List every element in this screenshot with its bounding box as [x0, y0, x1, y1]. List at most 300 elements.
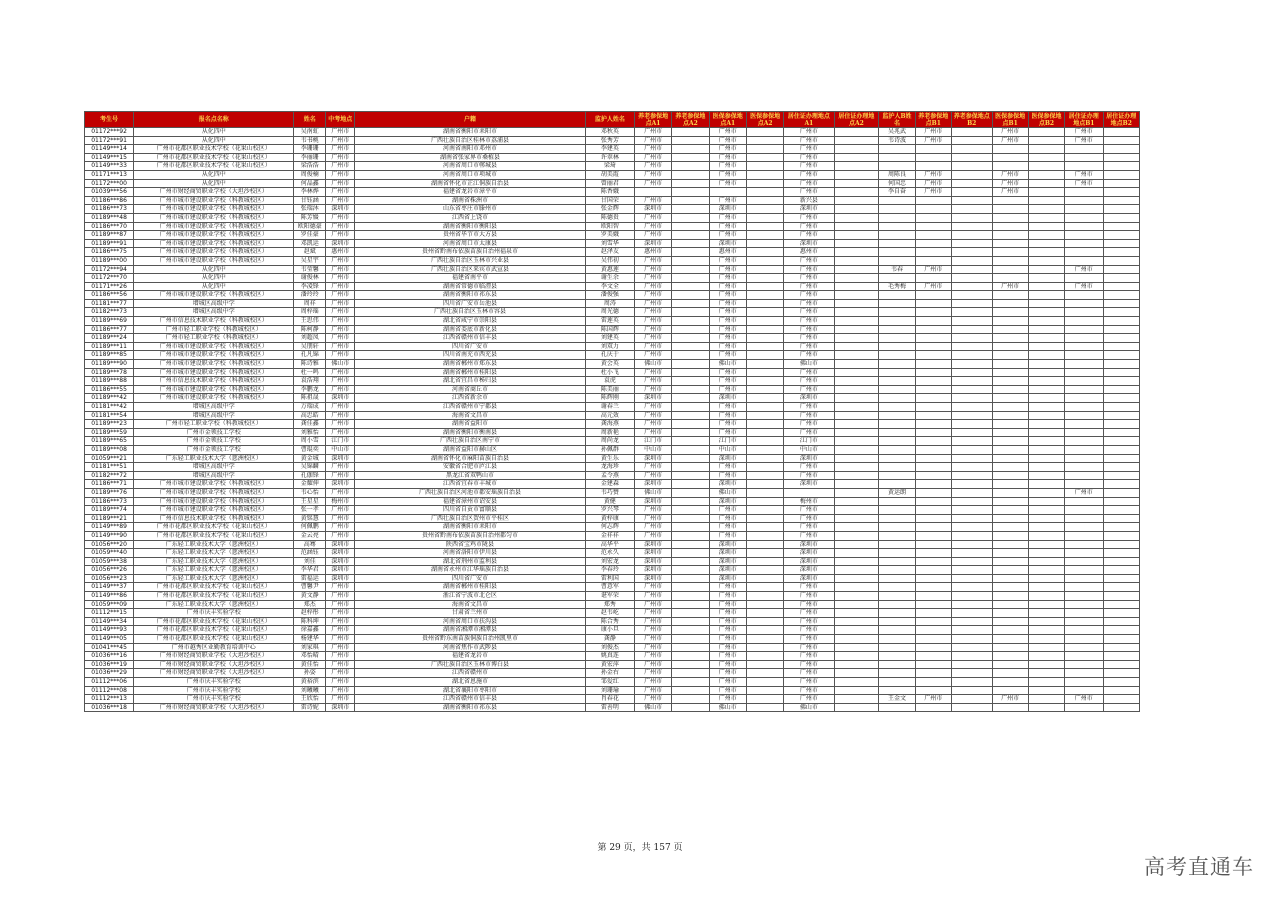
table-cell [992, 549, 1028, 558]
table-cell [672, 471, 709, 480]
table-cell [915, 274, 951, 283]
table-cell [1028, 531, 1064, 540]
table-cell: 广州市 [784, 274, 834, 283]
table-cell [1028, 635, 1064, 644]
table-cell [1103, 248, 1139, 257]
table-cell: 广州市轻工职业学校（科教城校区） [134, 420, 294, 429]
table-row [85, 213, 1140, 222]
table-cell: 广州市 [634, 652, 671, 661]
table-cell: 刘建英 [585, 334, 634, 343]
table-cell: 深圳市 [634, 205, 671, 214]
table-cell: 周尚龙 [585, 437, 634, 446]
table-cell [879, 368, 915, 377]
table-cell [1065, 609, 1103, 618]
table-cell: 李华君 [294, 566, 326, 575]
table-cell: 四川省广安市岳池县 [355, 299, 586, 308]
table-cell [951, 635, 992, 644]
table-cell [746, 403, 783, 412]
table-cell [879, 213, 915, 222]
table-cell [879, 231, 915, 240]
table-cell [1065, 420, 1103, 429]
table-cell: 广州市 [326, 506, 355, 515]
table-cell: 01189***74 [85, 506, 134, 515]
table-cell: 广州市 [709, 377, 746, 386]
table-cell: 广州市 [634, 463, 671, 472]
table-cell: 周梓瑶 [294, 308, 326, 317]
table-cell: 广西壮族自治区玉林市容县 [355, 308, 586, 317]
table-cell [992, 617, 1028, 626]
table-cell [672, 686, 709, 695]
table-cell [1103, 471, 1139, 480]
table-cell: 湖南省郴州市桂阳县 [355, 583, 586, 592]
table-cell: 周光德 [585, 308, 634, 317]
table-cell: 广州市 [326, 317, 355, 326]
table-cell: 01112***08 [85, 686, 134, 695]
table-cell [784, 488, 834, 497]
table-cell [1028, 205, 1064, 214]
table-cell [992, 445, 1028, 454]
table-cell [746, 128, 783, 137]
table-cell [1028, 463, 1064, 472]
table-cell [879, 334, 915, 343]
table-cell [672, 635, 709, 644]
table-row [85, 540, 1140, 549]
table-cell [951, 566, 992, 575]
table-cell: 广州市 [634, 145, 671, 154]
table-cell: 陈合秀 [585, 617, 634, 626]
table-cell [1103, 514, 1139, 523]
table-cell [1028, 497, 1064, 506]
table-cell: 四川省广安市 [355, 342, 586, 351]
table-cell [672, 480, 709, 489]
table-cell: 李珊珊 [294, 145, 326, 154]
table-cell: 广州市城市建设职业学校（科教城校区） [134, 205, 294, 214]
table-cell: 湖南省怀化市麻阳苗族自治县 [355, 454, 586, 463]
table-cell: 湖南省永州市江华瑶族自治县 [355, 566, 586, 575]
table-cell: 广州市 [634, 377, 671, 386]
table-cell [834, 600, 879, 609]
table-cell [746, 196, 783, 205]
table-cell [746, 282, 783, 291]
table-cell: 01149***34 [85, 617, 134, 626]
table-cell [915, 583, 951, 592]
table-cell [746, 583, 783, 592]
table-cell: 广州市 [634, 128, 671, 137]
table-cell [1103, 179, 1139, 188]
table-cell [1103, 488, 1139, 497]
table-cell [834, 506, 879, 515]
table-cell [951, 686, 992, 695]
table-row [85, 652, 1140, 661]
table-cell [1103, 385, 1139, 394]
table-cell: 贵州省毕节市大方县 [355, 231, 586, 240]
table-cell [992, 222, 1028, 231]
table-cell [879, 385, 915, 394]
table-row [85, 463, 1140, 472]
table-cell: 广州市 [915, 136, 951, 145]
table-cell [992, 325, 1028, 334]
table-cell: 广州市 [634, 600, 671, 609]
table-cell [746, 428, 783, 437]
table-cell [879, 162, 915, 171]
table-cell: 广州市 [784, 531, 834, 540]
table-row [85, 695, 1140, 704]
table-cell: 广州市 [326, 669, 355, 678]
table-cell [672, 368, 709, 377]
table-cell: 深圳市 [326, 480, 355, 489]
table-cell [672, 549, 709, 558]
table-cell: 陈美丽 [585, 385, 634, 394]
column-header: 姓名 [294, 112, 326, 128]
table-cell: 广州市 [709, 334, 746, 343]
table-cell: 广州市 [784, 299, 834, 308]
table-cell: 四川省自贡市富顺县 [355, 506, 586, 515]
table-cell: 吴朋轩 [294, 342, 326, 351]
table-cell: 广州市城市建设职业学校（科教城校区） [134, 497, 294, 506]
column-header: 居住证办理地点A2 [834, 112, 879, 128]
table-cell: 广州市 [326, 308, 355, 317]
table-cell [951, 626, 992, 635]
table-cell [879, 643, 915, 652]
table-cell: 雷诗妮 [294, 703, 326, 712]
table-cell [951, 222, 992, 231]
table-cell [672, 669, 709, 678]
table-cell [951, 239, 992, 248]
table-cell: 黄健 [585, 497, 634, 506]
table-cell: 广州市 [709, 643, 746, 652]
table-cell: 广州市 [634, 609, 671, 618]
table-cell: 广州市 [634, 403, 671, 412]
table-row [85, 222, 1140, 231]
table-row [85, 617, 1140, 626]
table-cell: 广州市 [326, 291, 355, 300]
table-cell: 湖南省衡阳市耒阳市 [355, 128, 586, 137]
table-cell [951, 256, 992, 265]
table-cell: 江西省赣州市宁都县 [355, 403, 586, 412]
table-row [85, 703, 1140, 712]
table-cell [672, 437, 709, 446]
table-cell [879, 325, 915, 334]
table-cell [992, 703, 1028, 712]
table-cell [672, 420, 709, 429]
table-cell [992, 574, 1028, 583]
table-cell [672, 274, 709, 283]
table-cell: 广州市 [784, 213, 834, 222]
table-cell: 新兴县 [784, 196, 834, 205]
table-cell [1103, 445, 1139, 454]
table-cell: 广州市 [709, 695, 746, 704]
table-cell: 广州市 [634, 428, 671, 437]
table-cell: 广州市 [784, 377, 834, 386]
table-cell: 广州市 [326, 592, 355, 601]
table-row [85, 239, 1140, 248]
table-cell [1103, 592, 1139, 601]
column-header: 居住证办理地点B1 [1065, 112, 1103, 128]
table-cell: 广州市 [709, 299, 746, 308]
table-cell [672, 523, 709, 532]
table-cell [1028, 299, 1064, 308]
table-cell: 韦春 [879, 265, 915, 274]
table-cell [915, 566, 951, 575]
table-cell [992, 454, 1028, 463]
table-cell: 浙江省宁波市北仑区 [355, 592, 586, 601]
table-cell: 广州市城市建设职业学校（科教城校区） [134, 506, 294, 515]
table-cell [879, 686, 915, 695]
table-cell [992, 291, 1028, 300]
table-cell: 深圳市 [709, 497, 746, 506]
table-cell: 陈芳媛 [294, 213, 326, 222]
table-cell: 广州市 [709, 128, 746, 137]
table-cell: 吴星宇 [294, 256, 326, 265]
table-cell: 广西壮族自治区贺州市平桂区 [355, 514, 586, 523]
table-cell: 01039***56 [85, 188, 134, 197]
table-cell [1028, 592, 1064, 601]
table-cell [1028, 523, 1064, 532]
table-cell [992, 635, 1028, 644]
table-cell [1065, 445, 1103, 454]
table-cell: 广州市 [326, 351, 355, 360]
table-cell: 黄宏萍 [585, 660, 634, 669]
table-cell: 金耀伸 [294, 480, 326, 489]
table-row [85, 497, 1140, 506]
table-cell: 深圳市 [784, 574, 834, 583]
table-cell [879, 497, 915, 506]
table-cell: 广西壮族自治区玉林市博白县 [355, 660, 586, 669]
table-cell: 广州市 [709, 592, 746, 601]
table-cell: 广州市信息技术职业学校（科教城校区） [134, 514, 294, 523]
table-cell: 广州市 [326, 626, 355, 635]
table-cell: 湖北省宜昌市秭归县 [355, 377, 586, 386]
table-cell: 01181***77 [85, 299, 134, 308]
table-cell [951, 643, 992, 652]
table-cell: 广州市 [709, 274, 746, 283]
table-cell: 潘俊强 [585, 291, 634, 300]
table-cell [879, 471, 915, 480]
table-cell: 广州市 [634, 265, 671, 274]
table-cell [1028, 325, 1064, 334]
table-cell: 河南省周口市扶沟县 [355, 617, 586, 626]
table-cell [951, 445, 992, 454]
table-row [85, 686, 1140, 695]
table-row [85, 566, 1140, 575]
table-cell: 01036***29 [85, 669, 134, 678]
table-cell [1065, 652, 1103, 661]
table-cell [992, 145, 1028, 154]
table-cell [951, 531, 992, 540]
table-cell [879, 463, 915, 472]
table-cell [951, 574, 992, 583]
table-cell: 广州市 [992, 170, 1028, 179]
table-cell: 杜小飞 [585, 368, 634, 377]
table-cell [834, 179, 879, 188]
table-cell [746, 325, 783, 334]
table-cell: 广州市 [326, 411, 355, 420]
table-cell: 01149***33 [85, 162, 134, 171]
table-cell [879, 291, 915, 300]
table-row [85, 136, 1140, 145]
table-cell: 广州市 [784, 678, 834, 687]
table-cell: 广州市 [1065, 488, 1103, 497]
table-cell: 江西省赣州市信丰县 [355, 334, 586, 343]
table-cell: 广州市 [784, 222, 834, 231]
table-cell: 江西省赣州市信丰县 [355, 695, 586, 704]
table-cell [915, 299, 951, 308]
table-cell [915, 196, 951, 205]
table-cell: 黄生乐 [585, 454, 634, 463]
table-cell [951, 334, 992, 343]
table-cell: 雷善明 [585, 703, 634, 712]
table-cell [915, 609, 951, 618]
table-cell: 广州市 [784, 420, 834, 429]
table-cell [915, 239, 951, 248]
table-cell [746, 549, 783, 558]
table-cell [879, 196, 915, 205]
table-cell: 张瑞沐 [294, 205, 326, 214]
table-cell: 康小旦 [585, 626, 634, 635]
table-cell: 广西壮族自治区河池市都安瑶族自治县 [355, 488, 586, 497]
table-cell [834, 497, 879, 506]
table-cell: 广州市 [634, 471, 671, 480]
table-cell [992, 609, 1028, 618]
table-cell [992, 686, 1028, 695]
table-cell: 广州市城市建设职业学校（科教城校区） [134, 213, 294, 222]
table-cell [834, 566, 879, 575]
table-cell: 深圳市 [784, 394, 834, 403]
table-cell: 01172***70 [85, 274, 134, 283]
table-cell [951, 145, 992, 154]
table-cell: 增城区高级中学 [134, 299, 294, 308]
table-cell: 李自奋 [879, 188, 915, 197]
table-cell [915, 351, 951, 360]
table-cell [951, 179, 992, 188]
table-cell [951, 592, 992, 601]
table-cell [1065, 368, 1103, 377]
table-cell [915, 256, 951, 265]
table-cell: 广州市 [634, 231, 671, 240]
table-cell [879, 153, 915, 162]
table-row [85, 420, 1140, 429]
table-cell [672, 222, 709, 231]
table-cell [992, 420, 1028, 429]
table-cell [951, 437, 992, 446]
table-cell [951, 213, 992, 222]
table-cell [915, 686, 951, 695]
table-cell: 四川省南充市西充县 [355, 351, 586, 360]
table-cell [951, 317, 992, 326]
table-cell: 许翠林 [585, 153, 634, 162]
table-cell [1103, 231, 1139, 240]
table-cell [1028, 317, 1064, 326]
table-cell: 深圳市 [326, 239, 355, 248]
table-cell: 01171***26 [85, 282, 134, 291]
table-cell [992, 308, 1028, 317]
table-cell [834, 248, 879, 257]
table-cell: 广州市 [709, 368, 746, 377]
table-cell [1103, 557, 1139, 566]
table-cell [1065, 377, 1103, 386]
table-cell: 深圳市 [709, 574, 746, 583]
table-cell: 从化四中 [134, 128, 294, 137]
table-row [85, 583, 1140, 592]
table-cell [1103, 463, 1139, 472]
table-cell [834, 471, 879, 480]
table-cell [746, 497, 783, 506]
table-cell: 广州市金领技工学校 [134, 437, 294, 446]
table-cell [834, 360, 879, 369]
table-cell: 广州市 [915, 179, 951, 188]
table-cell: 广西壮族自治区玉林市兴业县 [355, 256, 586, 265]
table-cell: 广州市 [784, 514, 834, 523]
table-row [85, 274, 1140, 283]
table-cell [746, 669, 783, 678]
table-cell: 广州市 [1065, 695, 1103, 704]
table-cell: 深圳市 [634, 549, 671, 558]
table-cell: 广州市 [634, 153, 671, 162]
table-cell [879, 239, 915, 248]
table-cell [992, 351, 1028, 360]
table-cell [834, 428, 879, 437]
table-cell: 广州市 [784, 463, 834, 472]
table-cell: 广州市 [634, 420, 671, 429]
table-cell: 高骞 [294, 540, 326, 549]
table-row [85, 170, 1140, 179]
table-cell: 中山市 [709, 445, 746, 454]
table-cell: 广州市 [784, 635, 834, 644]
table-cell [992, 360, 1028, 369]
table-cell: 金云亮 [294, 531, 326, 540]
table-cell: 韦书桃 [294, 136, 326, 145]
table-cell [915, 445, 951, 454]
table-cell [879, 703, 915, 712]
table-cell: 黄铭慧 [294, 514, 326, 523]
table-cell [951, 205, 992, 214]
table-cell: 孙姿 [294, 669, 326, 678]
table-cell [1065, 463, 1103, 472]
table-cell [1065, 360, 1103, 369]
table-cell [672, 145, 709, 154]
table-cell [1103, 308, 1139, 317]
table-cell [1065, 600, 1103, 609]
table-row [85, 248, 1140, 257]
table-cell: 王金文 [879, 695, 915, 704]
table-cell: 广州市 [784, 385, 834, 394]
table-cell [915, 592, 951, 601]
table-cell: 曾丽君 [585, 179, 634, 188]
table-cell: 广州市 [326, 377, 355, 386]
table-cell [672, 385, 709, 394]
table-cell [746, 703, 783, 712]
table-cell: 01149***15 [85, 153, 134, 162]
table-cell [992, 660, 1028, 669]
table-cell: 广州市花都区职业技术学校（花果山校区） [134, 617, 294, 626]
table-cell [1028, 557, 1064, 566]
table-cell [951, 506, 992, 515]
table-cell [834, 325, 879, 334]
table-cell [672, 463, 709, 472]
table-cell [951, 162, 992, 171]
table-cell: 广州市 [784, 162, 834, 171]
table-cell [879, 308, 915, 317]
table-cell [879, 248, 915, 257]
table-cell [834, 317, 879, 326]
table-cell: 陈德贵 [585, 213, 634, 222]
table-cell: 广州市 [915, 282, 951, 291]
table-cell: 广州市 [634, 531, 671, 540]
table-cell [1028, 179, 1064, 188]
table-cell: 广州市 [709, 669, 746, 678]
table-cell: 从化四中 [134, 265, 294, 274]
table-cell [746, 643, 783, 652]
